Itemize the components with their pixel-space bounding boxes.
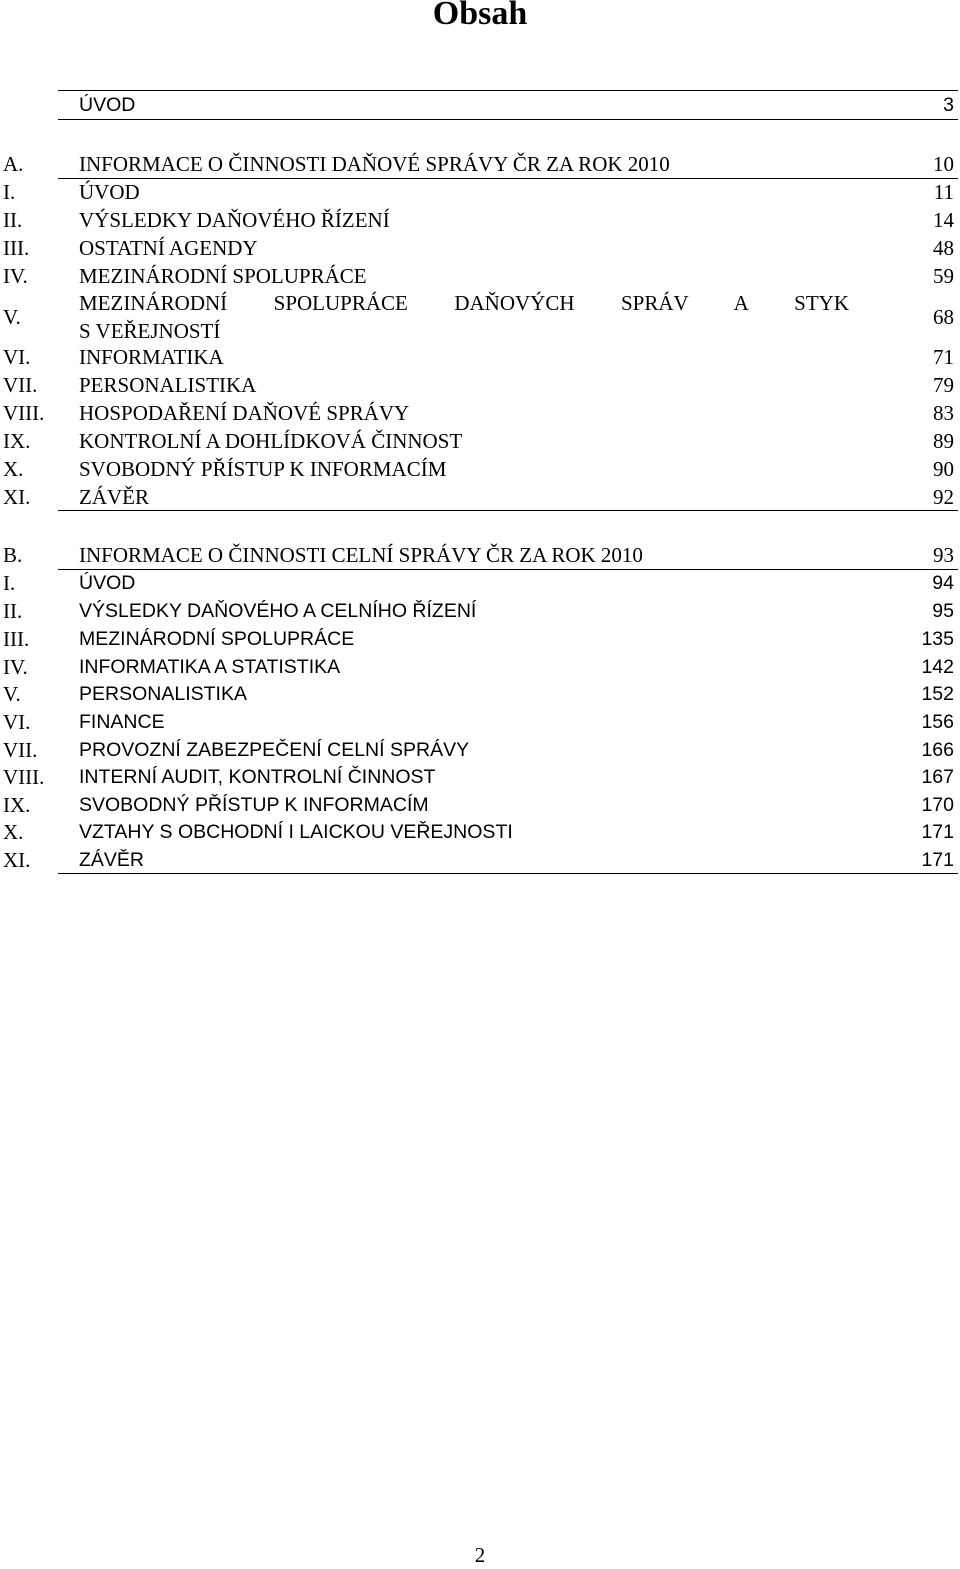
toc-entry-page: 94 [932, 572, 954, 594]
toc-entry-intro[interactable] [0, 91, 960, 119]
toc-entry-number: X. [3, 457, 24, 481]
toc-section-page: 93 [933, 543, 954, 567]
toc-entry-number: II. [3, 208, 23, 232]
toc-entry[interactable] [0, 818, 960, 846]
toc-entry[interactable] [0, 399, 960, 427]
toc-entry-label: VÝSLEDKY DAŇOVÉHO ŘÍZENÍ [79, 208, 390, 232]
toc-entry-label-line1: MEZINÁRODNÍ SPOLUPRÁCE DAŇOVÝCH SPRÁV A STYK [79, 291, 849, 315]
toc-entry[interactable] [0, 206, 960, 234]
toc-entry-page: 3 [943, 94, 954, 116]
toc-entry[interactable] [0, 234, 960, 262]
divider [58, 873, 958, 874]
toc-entry-page: 71 [933, 345, 954, 369]
toc-entry-number: VI. [3, 710, 31, 734]
toc-entry[interactable] [0, 427, 960, 455]
toc-entry-page: 135 [921, 628, 954, 650]
toc-entry-number: VII. [3, 738, 38, 762]
toc-entry-page: 171 [921, 821, 954, 843]
toc-entry-label: KONTROLNÍ A DOHLÍDKOVÁ ČINNOST [79, 429, 463, 453]
toc-entry[interactable] [0, 289, 960, 345]
toc-entry-number: IX. [3, 793, 31, 817]
toc-entry-page: 68 [933, 305, 954, 329]
toc-entry-page: 95 [932, 600, 954, 622]
toc-entry[interactable] [0, 708, 960, 736]
toc-entry[interactable] [0, 680, 960, 708]
toc-entry-number: VI. [3, 345, 31, 369]
toc-entry-label: SVOBODNÝ PŘÍSTUP K INFORMACÍM [79, 457, 447, 481]
toc-section-letter: A. [3, 152, 24, 176]
toc-entry[interactable] [0, 846, 960, 874]
toc-entry-number: IV. [3, 264, 28, 288]
toc-entry-page: 142 [921, 656, 954, 678]
toc-entry-label: ÚVOD [79, 94, 136, 116]
toc-entry-label: PROVOZNÍ ZABEZPEČENÍ CELNÍ SPRÁVY [79, 739, 470, 761]
toc-entry-page: 79 [933, 373, 954, 397]
toc-entry-label: ZÁVĚR [79, 849, 145, 871]
toc-section-letter: B. [3, 543, 23, 567]
toc-entry-number: V. [3, 682, 21, 706]
toc-entry-label: ÚVOD [79, 572, 136, 594]
toc-section-a-heading[interactable] [0, 150, 960, 178]
toc-entry-number: XI. [3, 485, 31, 509]
toc-entry[interactable] [0, 483, 960, 511]
toc-section-b-heading[interactable] [0, 541, 960, 569]
toc-entry-page: 166 [921, 739, 954, 761]
toc-entry-number: X. [3, 820, 24, 844]
toc-entry[interactable] [0, 597, 960, 625]
toc-entry-label [79, 289, 849, 345]
toc-entry-number: I. [3, 571, 16, 595]
toc-entry-label-line2: S VEŘEJNOSTÍ [79, 319, 221, 343]
toc-entry-number: VIII. [3, 401, 45, 425]
toc-entry-number: VII. [3, 373, 38, 397]
toc-entry[interactable] [0, 791, 960, 819]
toc-entry-label: PERSONALISTIKA [79, 683, 247, 705]
toc-entry-page: 171 [921, 849, 954, 871]
toc-section-label: INFORMACE O ČINNOSTI CELNÍ SPRÁVY ČR ZA ROK 2010 [79, 543, 643, 567]
toc-entry[interactable] [0, 343, 960, 371]
toc-entry-label: VZTAHY S OBCHODNÍ I LAICKOU VEŘEJNOSTI [79, 821, 513, 843]
toc-entry[interactable] [0, 455, 960, 483]
toc-entry-page: 170 [921, 794, 954, 816]
toc-entry-label: SVOBODNÝ PŘÍSTUP K INFORMACÍM [79, 794, 429, 816]
toc-section-label: INFORMACE O ČINNOSTI DAŇOVÉ SPRÁVY ČR ZA ROK 2010 [79, 152, 670, 176]
toc-section-page: 10 [933, 152, 954, 176]
toc-entry-label: MEZINÁRODNÍ SPOLUPRÁCE [79, 628, 355, 650]
toc-entry-number: VIII. [3, 765, 45, 789]
toc-entry-page: 92 [933, 485, 954, 509]
toc-entry-label: VÝSLEDKY DAŇOVÉHO A CELNÍHO ŘÍZENÍ [79, 600, 477, 622]
toc-entry-page: 48 [933, 236, 954, 260]
toc-entry-page: 156 [921, 711, 954, 733]
toc-entry-page: 89 [933, 429, 954, 453]
toc-entry-label: ZÁVĚR [79, 485, 149, 509]
toc-entry-number: II. [3, 599, 23, 623]
toc-entry-label: FINANCE [79, 711, 165, 733]
toc-entry-number: III. [3, 236, 30, 260]
toc-entry[interactable] [0, 569, 960, 597]
divider [58, 119, 958, 120]
toc-entry-number: XI. [3, 848, 31, 872]
toc-entry[interactable] [0, 262, 960, 290]
toc-entry-label: INFORMATIKA A STATISTIKA [79, 656, 341, 678]
toc-entry[interactable] [0, 178, 960, 206]
toc-entry-number: V. [3, 305, 21, 329]
toc-entry-label: HOSPODAŘENÍ DAŇOVÉ SPRÁVY [79, 401, 410, 425]
toc-entry[interactable] [0, 736, 960, 764]
toc-entry-label: OSTATNÍ AGENDY [79, 236, 258, 260]
toc-entry-label: ÚVOD [79, 180, 140, 204]
toc-entry[interactable] [0, 763, 960, 791]
toc-entry[interactable] [0, 625, 960, 653]
toc-entry[interactable] [0, 371, 960, 399]
toc-entry-number: I. [3, 180, 16, 204]
toc-entry-page: 152 [921, 683, 954, 705]
toc-entry-number: III. [3, 627, 30, 651]
toc-entry-number: IV. [3, 655, 28, 679]
toc-entry-page: 59 [933, 264, 954, 288]
toc-entry-page: 14 [933, 208, 954, 232]
toc-entry-label: INFORMATIKA [79, 345, 224, 369]
toc-entry-page: 11 [933, 180, 954, 204]
toc-entry-page: 167 [921, 766, 954, 788]
page-number: 2 [474, 1543, 486, 1567]
page-title: Obsah [432, 0, 528, 32]
toc-entry[interactable] [0, 653, 960, 681]
toc-entry-page: 83 [933, 401, 954, 425]
toc-entry-label: INTERNÍ AUDIT, KONTROLNÍ ČINNOST [79, 766, 436, 788]
toc-entry-label: PERSONALISTIKA [79, 373, 257, 397]
toc-entry-number: IX. [3, 429, 31, 453]
toc-entry-label: MEZINÁRODNÍ SPOLUPRÁCE [79, 264, 367, 288]
toc-entry-page: 90 [933, 457, 954, 481]
divider [58, 510, 958, 511]
